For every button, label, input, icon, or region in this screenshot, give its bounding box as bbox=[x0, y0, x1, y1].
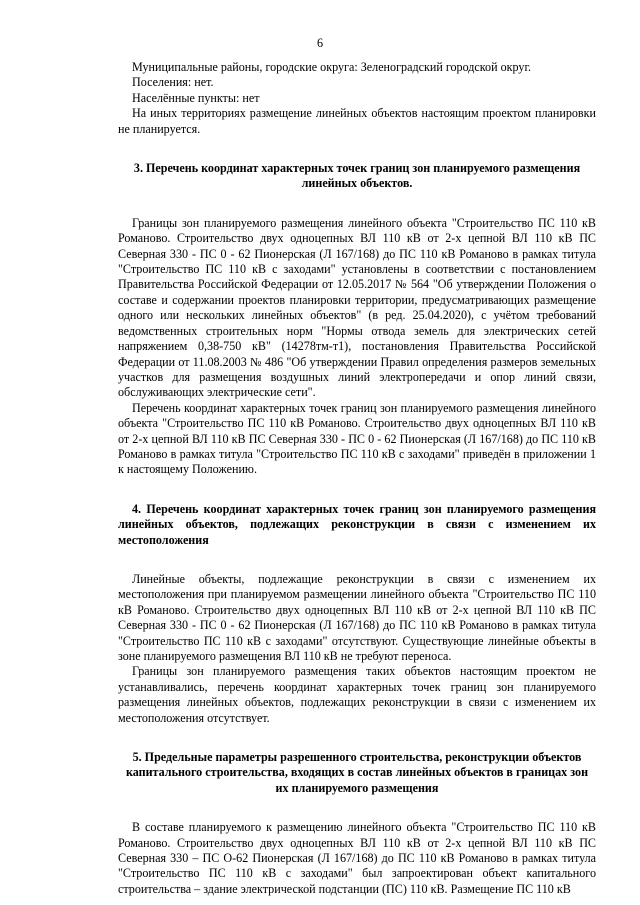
section-3 bbox=[118, 161, 596, 478]
section-3-paragraph-2: Перечень координат характерных точек границ зон планируемого размещения линейного объекта "Строительство ПС 110 кВ Романово. Строительство двух одноцепных ВЛ 110 кВ от 2-х цепной ВЛ 110 кВ ПС Северная 330 - ПС 0 - 62 Пионерская (Л 167/168) до ПС 110 кВ Романово в рамках титула "Строительство ПС 110 кВ с заходами" приведён в приложении 1 к настоящему Положению. bbox=[118, 400, 596, 477]
section-4 bbox=[118, 502, 596, 726]
intro-localities-line: Населённые пункты: нет bbox=[132, 90, 260, 105]
intro-other-territories-paragraph: На иных территориях размещение линейных объектов настоящим проектом планировки не планируется. bbox=[118, 106, 596, 136]
intro-settlements-line: Поселения: нет. bbox=[132, 75, 214, 90]
page-number: 6 bbox=[316, 36, 324, 50]
section-5 bbox=[118, 750, 596, 897]
document-page bbox=[118, 36, 596, 897]
intro-block bbox=[118, 60, 596, 137]
section-4-paragraph-1: Линейные объекты, подлежащие реконструкции в связи с изменением их местоположения при планируемом размещении линейного объекта "Строительство ПС 110 кВ Романово. Строительство двух одноцепных ВЛ 110 кВ от 2-х цепной ВЛ 110 кВ ПС Северная 330 - ПС 0 - 62 Пионерская (Л 167/168) до ПС 110 кВ Романово в рамках титула "Строительство ПС 110 кВ с заходами" отсутствуют. Существующие линейные объекты в зоне планируемого размещения ВЛ 110 кВ не требуют переноса. bbox=[118, 571, 596, 663]
section-5-paragraph-1: В составе планируемого к размещению линейного объекта "Строительство ПС 110 кВ Романово. Строительство двух одноцепных ВЛ 110 кВ от 2-х цепной ВЛ 110 кВ ПС Северная 330 – ПС О-62 Пионерская (Л 167/168) до ПС 110 кВ Романово в рамках титула "Строительство ПС 110 кВ с заходами" был запроектирован объект капитального строительства – здание электрической подстанции (ПС) 110 кВ. Размещение ПС 110 кВ bbox=[118, 820, 596, 896]
section-3-paragraph-1: Границы зон планируемого размещения линейного объекта "Строительство ПС 110 кВ Романово. Строительство двух одноцепных ВЛ 110 кВ от 2-х цепной ВЛ 110 кВ ПС Северная 330 - ПС 0 - 62 Пионерская (Л 167/168) до ПС 110 кВ Романово в рамках титула "Строительство ПС 110 кВ с заходами" установлены в соответствии с постановлением Правительства Российской Федерации от 12.05.2017 № 564 "Об утверждении Положения о составе и содержании проектов планировки территории, предусматривающих размещение одного или нескольких линейных объектов" (в ред. 25.04.2020), с учётом требований ведомственных строительных норм "Нормы отвода земель для электрических сетей напряжением 0,38-750 кВ" (14278тм-т1), постановления Правительства Российской Федерации от 11.08.2003 № 486 "Об утверждении Правил определения размеров земельных участков для размещения воздушных линий электропередачи и опор линий связи, обслуживающих электрические сети". bbox=[118, 215, 596, 400]
section-3-heading: 3. Перечень координат характерных точек границ зон планируемого размещения линейных объектов. bbox=[133, 161, 581, 191]
intro-municipal-line: Муниципальные районы, городские округа: Зеленоградский городской округ. bbox=[132, 60, 532, 74]
section-4-paragraph-2: Границы зон планируемого размещения таких объектов настоящим проектом не устанавливались, перечень координат характерных точек границ зон планируемого размещения линейных объектов, подлежащих реконструкции в связи с изменением их местоположения отсутствует. bbox=[118, 664, 596, 725]
section-4-heading: 4. Перечень координат характерных точек границ зон планируемого размещения линейных объектов, подлежащих реконструкции в связи с изменением их местоположения bbox=[118, 501, 596, 547]
section-5-heading: 5. Предельные параметры разрешенного строительства, реконструкции объектов капитального строительства, входящих в состав линейных объектов в границах зон их планируемого размещения bbox=[125, 750, 589, 795]
